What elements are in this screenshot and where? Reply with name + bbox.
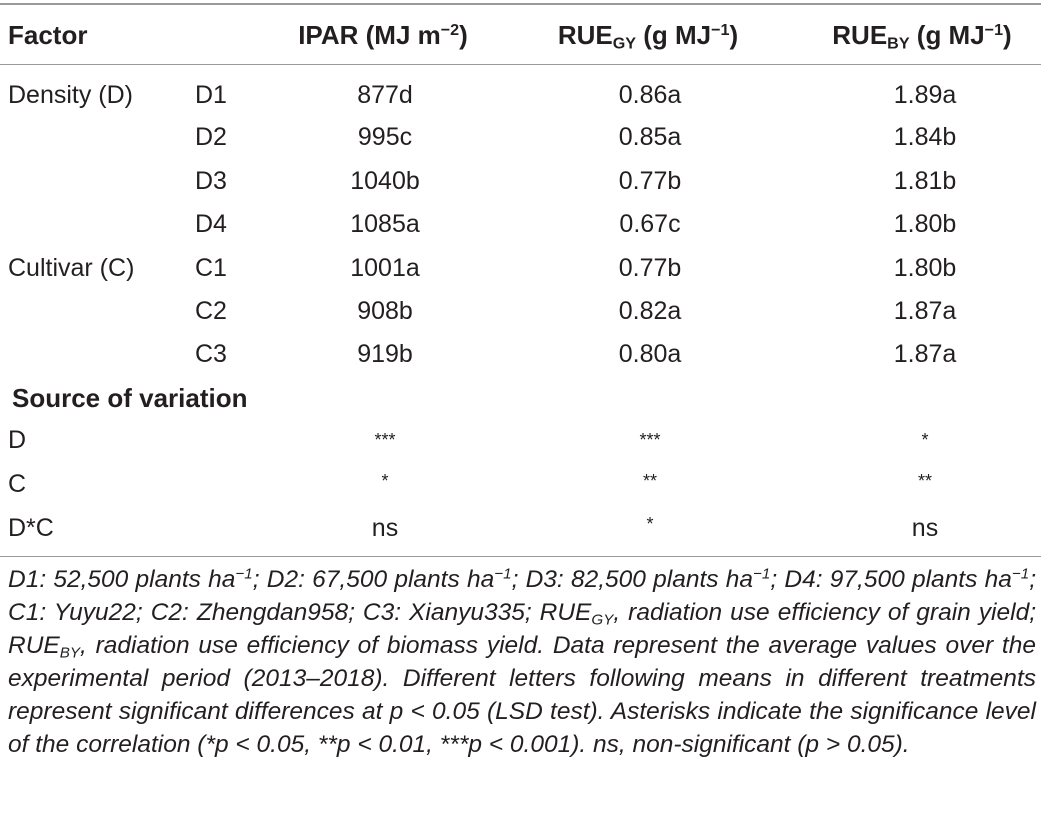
row-group-label: Cultivar (C) (8, 254, 135, 282)
row-rue-gy: 0.85a (618, 123, 682, 151)
table-bottom-rule (0, 556, 1041, 557)
source-rue-gy: ** (642, 471, 658, 491)
row-rue-by: 1.89a (893, 81, 957, 109)
row-rue-by: 1.87a (893, 297, 957, 325)
header-ipar: IPAR (MJ $m^{-2}$) (298, 20, 468, 50)
source-ipar: * (381, 471, 389, 491)
row-rue-gy: 0.82a (618, 297, 682, 325)
source-of-variation-heading: Source of variation (12, 383, 248, 413)
table-footnote: D1: 52,500 plants $ha^{-1}$; D2: 67,500 plants $ha^{-1}$; D3: 82,500 plants $ha^{-1}$; D4: 97,500 plants $ha^{-1}$; C1: Yuyu22; C2: Zhengdan958; C3: Xianyu335; $RUE_{GY}$, radiation use efficiency of grain yield; $RUE_{BY}$, radiation use efficiency of biomass yield. Data represent the average values over the experimental period (2013–2018). Different letters following means in different treatments represent significant differences at p < 0.05 (LSD test). Asterisks indicate the significance level of the correlation (*p < 0.05, **p < 0.01, ***p < 0.001). ns, non-significant (p > 0.05). (8, 565, 1036, 758)
row-rue-gy: 0.86a (618, 81, 682, 109)
source-rue-by: ** (917, 471, 933, 491)
row-ipar: 908b (357, 297, 413, 325)
source-rue-by: * (921, 430, 929, 450)
header-rule (0, 64, 1041, 65)
row-group-label: Density (D) (8, 81, 134, 109)
row-level: D1 (195, 81, 227, 109)
row-ipar: 995c (357, 123, 413, 151)
row-ipar: 1001a (350, 254, 420, 282)
row-ipar: 1085a (350, 210, 420, 238)
table-top-rule (0, 3, 1041, 5)
row-ipar: 1040b (350, 167, 420, 195)
row-rue-gy: 0.67c (619, 210, 681, 238)
source-name: C (8, 470, 27, 498)
source-ipar: *** (374, 430, 396, 450)
row-rue-by: 1.81b (893, 167, 957, 195)
row-ipar: 919b (357, 340, 413, 368)
source-name: D (8, 426, 27, 454)
row-level: C2 (195, 297, 227, 325)
row-rue-gy: 0.80a (618, 340, 682, 368)
row-level: C1 (195, 254, 227, 282)
row-rue-gy: 0.77b (618, 254, 682, 282)
source-rue-gy: *** (639, 430, 661, 450)
source-rue-by: ns (911, 514, 939, 542)
row-level: D4 (195, 210, 227, 238)
row-ipar: 877d (357, 81, 413, 109)
header-factor: Factor (8, 20, 88, 50)
row-rue-by: 1.80b (893, 254, 957, 282)
row-level: D2 (195, 123, 227, 151)
row-level: D3 (195, 167, 227, 195)
row-level: C3 (195, 340, 227, 368)
row-rue-by: 1.87a (893, 340, 957, 368)
header-rue-gy: $RUE_{GY}$ (g $MJ^{-1}$) (557, 20, 739, 53)
row-rue-by: 1.84b (893, 123, 957, 151)
row-rue-by: 1.80b (893, 210, 957, 238)
source-ipar: ns (371, 514, 399, 542)
row-rue-gy: 0.77b (618, 167, 682, 195)
source-rue-gy: * (646, 514, 654, 534)
source-name: D*C (8, 514, 54, 542)
header-rue-by: $RUE_{BY}$ (g $MJ^{-1}$) (832, 20, 1012, 53)
